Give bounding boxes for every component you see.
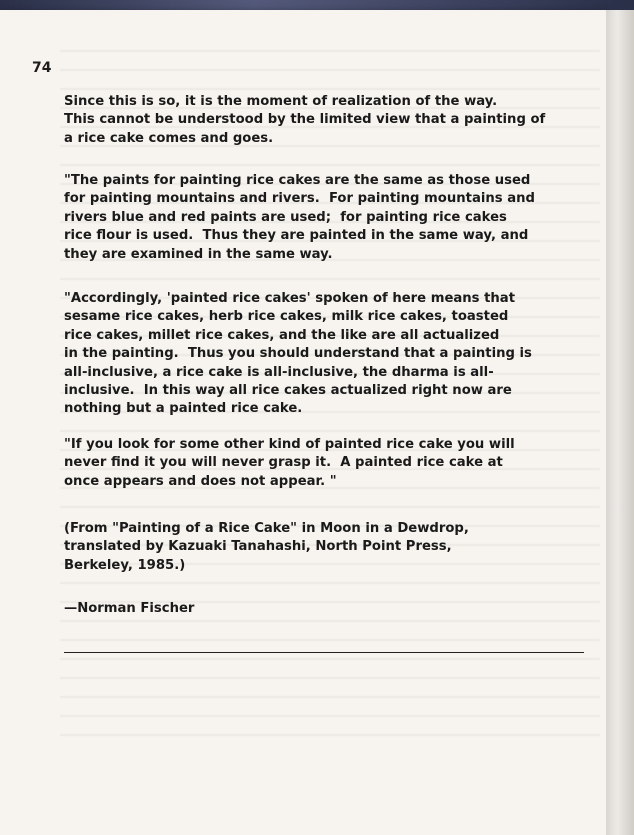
text-line: (From "Painting of a Rice Cake" in Moon in a Dewdrop, [64,521,469,536]
text-line: "Accordingly, 'painted rice cakes' spoken of here means that [64,291,516,306]
paragraph-paints [64,172,586,264]
text-line: Berkeley, 1985.) [64,557,186,573]
text-line: rice cakes, millet rice cakes, and the like are all actualized [64,327,500,343]
text-line: Since this is so, it is the moment of realization of the way. [64,94,498,109]
author-signature [64,600,586,618]
divider-rule [64,652,584,653]
page-number: 74 [32,60,52,76]
citation [64,520,586,575]
text-line: translated by Kazuaki Tanahashi, North Point Press, [64,539,452,555]
paragraph-realization [64,93,586,148]
text-line: "If you look for some other kind of painted rice cake you will [64,437,515,452]
paragraph-if-you-look [64,436,586,491]
text-line: rivers blue and red paints are used; for painting rice cakes [64,209,507,225]
text-line: —Norman Fischer [64,601,195,616]
text-line: never find it you will never grasp it. A painted rice cake at [64,455,503,471]
text-line: a rice cake comes and goes. [64,130,274,146]
text-line: sesame rice cakes, herb rice cakes, milk rice cakes, toasted [64,309,509,325]
text-line: "The paints for painting rice cakes are the same as those used [64,173,531,188]
text-line: once appears and does not appear. " [64,473,337,489]
text-line: in the painting. Thus you should understand that a painting is [64,346,532,362]
text-line: all-inclusive, a rice cake is all-inclusive, the dharma is all- [64,364,494,380]
page-edge [606,10,634,835]
text-line: inclusive. In this way all rice cakes actualized right now are [64,383,512,399]
text-line: rice flour is used. Thus they are painted in the same way, and [64,228,529,244]
text-line: nothing but a painted rice cake. [64,401,303,417]
text-line: for painting mountains and rivers. For painting mountains and [64,191,535,207]
text-line: they are examined in the same way. [64,246,333,262]
paragraph-accordingly [64,290,586,419]
text-line: This cannot be understood by the limited view that a painting of [64,112,546,128]
